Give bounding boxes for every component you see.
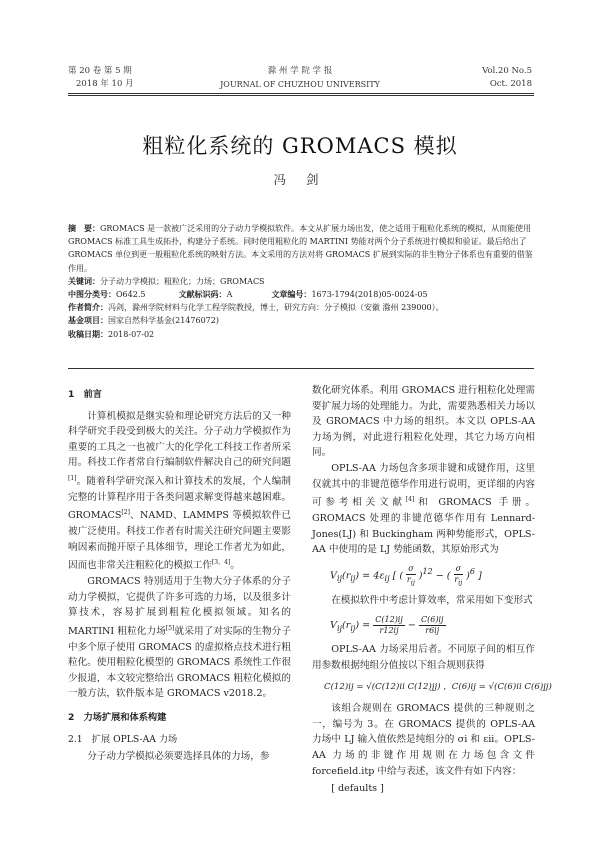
eq-exponent: 6 — [469, 566, 475, 576]
abstract-label: 摘 要： — [68, 224, 100, 233]
abstract — [68, 222, 536, 275]
text-run: 。 — [230, 560, 240, 572]
citation[interactable]: [5] — [165, 624, 175, 632]
code-line: [ defaults ] — [331, 783, 384, 795]
article-no-label: 文章编号： — [271, 290, 312, 300]
keywords-label: 关键词： — [68, 276, 100, 286]
abstract-rule — [68, 368, 534, 369]
text-run: 。随着科学研究深入和计算技术的发展，个人编制完整的计算程序用于各类问题求解变得越来越困难。GROMACS — [68, 476, 291, 522]
equation-lj: $V_{ij}(r_{ij}) = 4\varepsilon_{ij}$ [ ( $\frac{\sigma}{r_{ij}}$ )$^{12}$ − ( $\frac{\sigma}{r_{ij}}$ )$^6$ ] — [330, 563, 482, 587]
paragraph — [68, 409, 291, 575]
eq-numerator: C(12)ij — [375, 614, 403, 624]
received-text: 2018-07-02 — [108, 329, 155, 339]
header-date-en: Oct. 2018 — [489, 79, 532, 89]
citation[interactable]: [1] — [68, 474, 77, 482]
eq-exponent: 12 — [422, 566, 433, 576]
paragraph: 数化研究体系。利用 GROMACS 进行粗粒化处理需要扩展力场的处理能力。为此，需要熟悉相关力场以及 GROMACS 中力场的组织。本文以 OPLS-AA 力场为例，对此进行粗粒化处理，其它力场方向相同。 — [312, 385, 535, 459]
eq-symbol: V — [330, 570, 337, 582]
text-run: 和 GROMACS 手册。GROMACS 处理的非键范德华作用有 Lennard-Jones(LJ) 和 Buckingham 两种势能形式，OPLS-AA 中使用的是 LJ 势能函数，其原始形式为 — [312, 497, 535, 556]
keywords — [68, 275, 536, 288]
author-bio-label: 作者简介： — [68, 303, 108, 313]
header-journal-en: JOURNAL OF CHUZHOU UNIVERSITY — [220, 80, 380, 89]
text-run: 就采用了对实际的生物分子中多个原子使用 GROMACS 的虚拟格点技术进行粗粒化。使用粗粒化模型的 GROMACS 系统性工作很少报道，本文较完整给出 GROMACS 粗粒化模拟的一般方法，软件版本是 GROMACS v2018.2。 — [68, 626, 291, 700]
doc-code-value: A — [226, 290, 233, 300]
text-run: GROMACS 特别适用于生物大分子体系的分子动力学模拟，它提供了许多可选的力场，以及很多计算技术，容易扩展到粗粒化模拟领域。知名的 MARTINI 粗粒化力场 — [68, 576, 291, 638]
header-date: 2018 年 10 月 — [76, 79, 134, 89]
received — [68, 328, 536, 341]
left-column — [68, 383, 291, 765]
received-label: 收稿日期： — [68, 329, 108, 339]
header-volume-en: Vol.20 No.5 — [482, 66, 532, 76]
paper-author: 冯 剑 — [273, 172, 327, 187]
eq-numerator: C(6)ij — [421, 614, 444, 624]
author-bio-text: 冯剑，滁州学院材料与化学工程学院教授，博士，研究方向：分子模拟（安徽 滁州 239000）。 — [108, 303, 444, 313]
fund-label: 基金项目： — [68, 316, 108, 326]
fund — [68, 314, 536, 327]
right-column — [312, 383, 552, 797]
section-1-heading: 1 前言 — [68, 389, 102, 400]
header-rule-thin — [68, 95, 534, 96]
paragraph — [68, 574, 291, 702]
doc-code-label: 文献标识码： — [178, 290, 227, 300]
section-2-heading: 2 力场扩展和体系构建 — [68, 712, 167, 724]
eq-numerator: σ — [408, 563, 414, 573]
paragraph: 该组合规则在 GROMACS 提供的三种规则之一，编号为 3。在 GROMACS 提供的 OPLS-AA 力场中 LJ 输入值依然是纯组分的 σi 和 εii。OPLS-AA 力场的非键作用规则在力场包含文件 forcefield.itp 中给与表述，该文件有如下内容： — [312, 703, 535, 777]
header-journal-cn: 滁 州 学 院 学 报 — [267, 66, 333, 76]
equation-combination-rule: C(12)ij = √(C(12)ii C(12)jj) ，C(6)ij = √(C(6)ii C(6)jj) — [324, 681, 552, 692]
eq-subscript: ij — [336, 573, 342, 583]
header-volume: 第 20 卷 第 5 期 — [68, 66, 132, 76]
paper-title: 粗粒化系统的 GROMACS 模拟 — [142, 134, 458, 158]
citation[interactable]: [2] — [121, 509, 130, 517]
classification-label: 中图分类号： — [68, 290, 116, 300]
eq-denominator: r6ij — [425, 625, 440, 635]
author-bio — [68, 301, 536, 314]
article-no-value: 1673-1794(2018)05-0024-05 — [311, 290, 428, 300]
paragraph: 分子动力学模拟必须要选择具体的力场，参 — [87, 751, 270, 763]
paragraph — [312, 461, 535, 558]
paragraph: OPLS-AA 力场采用后者。不同原子间的相互作用参数根据纯组分值按以下组合规则获得 — [312, 644, 535, 671]
classification-line — [68, 288, 536, 301]
abstract-block — [68, 222, 536, 341]
fund-text: 国家自然科学基金(21476072) — [108, 316, 219, 326]
text-run: 、NAMD、LAMMPS 等模拟软件已被广泛使用。科技工作者有时需关注研究问题主要影响因素而抛开原子具体细节，理论工作者尤为如此，因而也非常关注粗粒化的模拟工作 — [68, 510, 291, 572]
header-rule — [68, 93, 534, 94]
paragraph: 在模拟软件中考虑计算效率，常采用如下变形式 — [331, 595, 533, 607]
equation-c12-c6: $V_{ij}(r_{ij})$ = $\frac{C(12)ij}{r12ij}$ − $\frac{C(6)ij}{r6ij}$ — [330, 614, 444, 635]
text-run: 计算机模拟是继实验和理论研究方法后的又一种科学研究手段受到极大的关注。分子动力学模拟作为重要的工具之一也被广大的化学化工科技工作者所采用。科技工作者常自行编制软件解决自己的研究问题 — [68, 410, 291, 469]
citation[interactable]: [4] — [405, 496, 415, 504]
abstract-text: GROMACS 是一款被广泛采用的分子动力学模拟软件。本文从扩展力场出发，使之适用于粗粒化系统的模拟，从而能使用 GROMACS 标准工具生成拓扑，构建分子系统。同时使用粗粒化的 MARTINI 势能对两个分子系统进行模拟和验证。最后给出了 GROMACS 单位到更一般粗粒化系统的映射方法。本文采用的方法对将 GROMACS 扩展到实际的非生物分子体系也有重要的借鉴作用。 — [68, 224, 533, 273]
keywords-text: 分子动力学模拟；粗粒化；力场；GROMACS — [100, 276, 265, 286]
eq-symbol: (r — [341, 570, 351, 582]
text-run: OPLS-AA 力场包含多项非键和成键作用，这里仅就其中的非键范德华作用进行说明，更详细的内容可参考相关文献 — [312, 462, 535, 509]
classification-value: O642.5 — [116, 290, 146, 300]
citation[interactable]: [3，4] — [211, 559, 231, 567]
eq-symbol: = 4ε — [362, 570, 385, 582]
eq-denominator: r12ij — [379, 625, 399, 635]
section-2-1-heading: 2.1 扩展 OPLS-AA 力场 — [68, 733, 178, 745]
